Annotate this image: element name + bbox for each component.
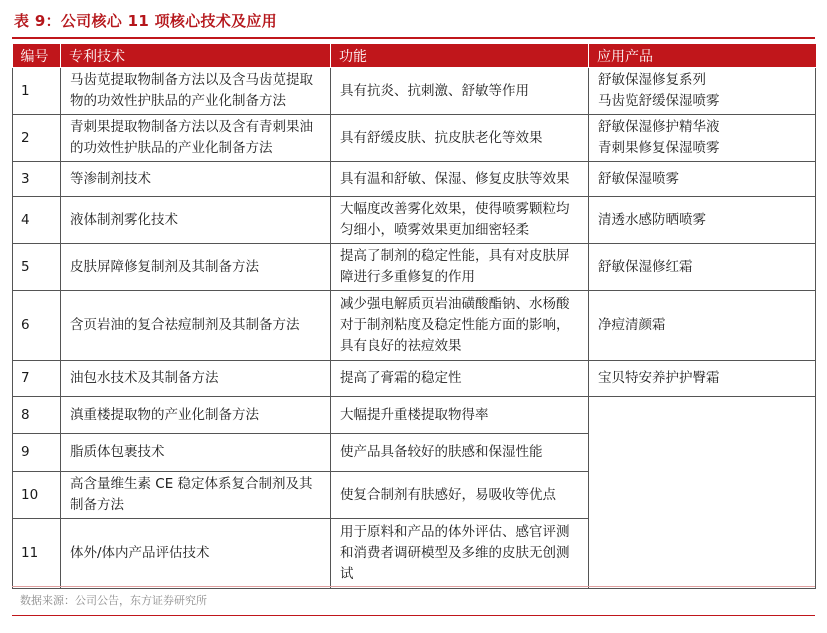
row-function: 提高了制剂的稳定性能，具有对皮肤屏障进行多重修复的作用 bbox=[331, 244, 589, 291]
header-function: 功能 bbox=[331, 44, 589, 68]
row-function: 提高了膏霜的稳定性 bbox=[331, 361, 589, 397]
row-function: 用于原料和产品的体外评估、感官评测和消费者调研模型及多维的皮肤无创测试 bbox=[331, 519, 589, 589]
row-no: 3 bbox=[13, 162, 61, 197]
row-product: 舒敏保湿喷雾 bbox=[589, 162, 816, 197]
row-no: 2 bbox=[13, 115, 61, 162]
row-tech: 高含量维生素 CE 稳定体系复合制剂及其制备方法 bbox=[61, 472, 331, 519]
table-row bbox=[13, 115, 816, 162]
table-row bbox=[13, 162, 816, 197]
table-row bbox=[13, 68, 816, 115]
table-header-row bbox=[13, 44, 816, 68]
row-no: 1 bbox=[13, 68, 61, 115]
row-function: 大幅度改善雾化效果，使得喷雾颗粒均匀细小，喷雾效果更加细密轻柔 bbox=[331, 197, 589, 244]
row-function: 具有抗炎、抗刺激、舒敏等作用 bbox=[331, 68, 589, 115]
row-function: 具有温和舒敏、保湿、修复皮肤等效果 bbox=[331, 162, 589, 197]
row-tech: 含页岩油的复合祛痘制剂及其制备方法 bbox=[61, 291, 331, 361]
row-product: 舒敏保湿修复系列 马齿览舒缓保湿喷雾 bbox=[589, 68, 816, 115]
footer-divider bbox=[12, 586, 815, 587]
row-product: 舒敏保湿修护精华液 青刺果修复保湿喷雾 bbox=[589, 115, 816, 162]
row-tech: 体外/体内产品评估技术 bbox=[61, 519, 331, 589]
row-no: 7 bbox=[13, 361, 61, 397]
row-tech: 等渗制剂技术 bbox=[61, 162, 331, 197]
table-row bbox=[13, 291, 816, 361]
header-no: 编号 bbox=[13, 44, 61, 68]
row-function: 减少强电解质页岩油磺酸酯钠、水杨酸对于制剂粘度及稳定性能方面的影响，具有良好的祛痘效果 bbox=[331, 291, 589, 361]
row-product: 清透水感防晒喷雾 bbox=[589, 197, 816, 244]
row-product: 宝贝特安养护护臀霜 bbox=[589, 361, 816, 397]
row-tech: 油包水技术及其制备方法 bbox=[61, 361, 331, 397]
table-row bbox=[13, 397, 816, 434]
row-tech: 青刺果提取物制备方法以及含有青刺果油的功效性护肤品的产业化制备方法 bbox=[61, 115, 331, 162]
row-tech: 皮肤屏障修复制剂及其制备方法 bbox=[61, 244, 331, 291]
row-function: 大幅提升重楼提取物得率 bbox=[331, 397, 589, 434]
row-product-empty bbox=[589, 397, 816, 589]
table-row bbox=[13, 361, 816, 397]
header-tech: 专利技术 bbox=[61, 44, 331, 68]
core-tech-table bbox=[12, 44, 816, 589]
row-no: 4 bbox=[13, 197, 61, 244]
source-note: 数据来源：公司公告，东方证券研究所 bbox=[20, 594, 207, 607]
row-product: 净痘清颜霜 bbox=[589, 291, 816, 361]
row-product: 舒敏保湿修红霜 bbox=[589, 244, 816, 291]
row-tech: 马齿苋提取物制备方法以及含马齿苋提取物的功效性护肤品的产业化制备方法 bbox=[61, 68, 331, 115]
header-product: 应用产品 bbox=[589, 44, 816, 68]
title-divider bbox=[12, 37, 815, 39]
row-no: 5 bbox=[13, 244, 61, 291]
row-no: 6 bbox=[13, 291, 61, 361]
row-tech: 滇重楼提取物的产业化制备方法 bbox=[61, 397, 331, 434]
row-function: 使产品具备较好的肤感和保湿性能 bbox=[331, 434, 589, 472]
row-tech: 脂质体包裹技术 bbox=[61, 434, 331, 472]
row-tech: 液体制剂雾化技术 bbox=[61, 197, 331, 244]
row-function: 使复合制剂有肤感好，易吸收等优点 bbox=[331, 472, 589, 519]
row-no: 8 bbox=[13, 397, 61, 434]
row-no: 11 bbox=[13, 519, 61, 589]
row-function: 具有舒缓皮肤、抗皮肤老化等效果 bbox=[331, 115, 589, 162]
bottom-divider bbox=[12, 615, 815, 616]
row-no: 10 bbox=[13, 472, 61, 519]
row-no: 9 bbox=[13, 434, 61, 472]
table-row bbox=[13, 244, 816, 291]
table-row bbox=[13, 197, 816, 244]
table-title: 表 9：公司核心 11 项核心技术及应用 bbox=[14, 12, 277, 30]
